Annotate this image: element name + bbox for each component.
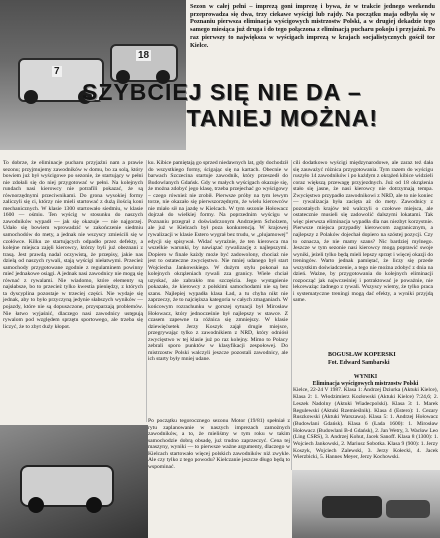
article-column-2-bottom: Po początku tegorocznego sezonu Motor (19/81) spełniał z rytu zaplanowanie w naszych imprezach zamożnych zawodników, a to, że mieliśmy w tym roku w takim samochodzie dobrą obsadę, już trudno zaprzeczyć. Cena tej maszyny, wyniki — to pierwsze ważne argumenty, dlaczego w Kielcach startowało więcej polskich zawodników niż zwykle. Ale czy tylko z tego powodu? Kielczanie jeszcze długo będą to wspominać.: [148, 418, 290, 470]
lead-paragraph: Sezon w całej pełni – imprezą goni imprezę i bywa, że w trakcie jednego weekendu przeprowadza się dwa, trzy ciekawe wyścigi lub rajdy. Na początku maja odbyła się w Poznaniu pierwsza eliminacja wyścigowych mistrzostw Polski, a w drugiej dekadzie tego samego miesiąca już druga i do tego połączona z eliminacją pucharu pokoju i przyjaźni. Po raz pierwszy to największa w wyścigach imprezą w krajach socjalistycznych gościł tor Kielce.: [190, 3, 435, 49]
author-name: BOGUSŁAW KOPERSKI: [328, 352, 396, 358]
column-divider: [146, 160, 147, 422]
results-subtitle: Eliminacja wyścigowych mistrzostw Polski: [312, 380, 419, 387]
car-wheel: [24, 90, 38, 104]
results-body: Kielce, 22-24 V 1987. Klasa 1: Andrzej Dziurka (Aktuki Kielce), Klasa 2: 1. Włodzimierz Kozłowski (Aktuki Kielce) 7:24,6; 2. Leszek Nadolny (Aktuki Wiadecpolski). Klasa 3: 1. Marek Regulewski (Aktuki Rzemieślnik). Klasa 4 (Estero): 1. Cezary Ruszkowski (Aktuki Warszawa). Klasa 5: 1. Andrzej Hołowacz (Budowlani Gdańsk). Klasa 6 (Łada 1600): 1. Mirosław Hołowacz (Budowlani B-d Gdańsk), 2. Jan Wetry, 3. Wacław Leo (Ling CSRS), 3. Andrzej Kohut, Jacek Sanoff. Klasa 8 (1300): 1. Wojciech Jankowski, 2. Mariusz Sobotka. Klasa 9 (900): 1. Jerzy Koszyk, Wojciech Zalewski, 3. Jerzy Kołecki, 4. Jacek Wierzbicki, 5. Hannes Meyer, Jerzy Kochowski.: [293, 387, 438, 461]
car-wheel: [28, 497, 44, 513]
race-car: [386, 500, 430, 518]
car-wheel: [86, 497, 102, 513]
article-signature: [328, 352, 436, 367]
car-number-right: 18: [138, 50, 150, 61]
photo-credit: Fot. Edward Sambarski: [328, 359, 390, 366]
race-photo-bottom-left: [0, 425, 148, 538]
headline-line-2: TANIEJ MOŻNA!: [186, 105, 378, 131]
headline-line-1: SZYBCIEJ SIĘ NIE DA –: [82, 79, 362, 105]
column-divider: [291, 160, 292, 470]
race-car: [322, 496, 382, 518]
article-column-2: ku. Kibice pamiętają go sprzed niedawnych lat, gdy dochodził do wszystkiego formy, ścigając się na kartach. Obecnie w barwach Szczecina startuje zawodnik, który przeszedł do Budowlanych Gdańsk. Gdy w małych wyścigach okazuje się, że można zdobyć jego klasę, trzeba przejechać go wyścigowy – czego również nie zrobił. Pierwsze próby na tym lewym torze, nie okazało się pierwszorzędnym, że wielu kierowców nie miało sił na jazdę w Kielcach. W tym sezonie Hołowacz dojrzał do wielkiej formy. Na poprzednim wyścigu w Poznaniu przegrał z doświadczonym Andrzejem Scholzem, ale już w Kielcach był poza konkurencją. W krajowej rywalizacji w klasie Estero wygrał bez trudu, w „plujamowej” edycji się spisywał. Widać wyraźnie, że ten kierowca ma wszelkie warunki, by nawiązać rywalizację z najlepszymi. Dopiero w finale każdy może być zadowolony, chociaż nie jest to ostateczne zwycięstwo. Nie mniej udanego był start Wojciecha Jankowskiego. W dużym stylu pokonał na kolejnych okrążeniach rywali zza granicy. Wiele chciał uzyskać, ale zabrakło mu szczęścia. Jego wystąpienie pokazało, że kierowcy z polskimi samochodami nie są bez szans. Najlepiej wypadła klasa Ład, a tu chyba nikt nie zaprzeczy, że to najcięższa kategoria w całych zmaganiach. W końcowym rozrachunku w gorszej sytuacji był Mirosław Hołowacz, który jednocześnie był najlepszy w stawce. Z czasem zapewne ta różnica się zmniejszy. W klasie dziewięćsetek Jerzy Koszyk zajął drugie miejsce, przegrywając tylko z zawodnikiem z NRD, który odniósł zwycięstwo w tej klasie już po raz kolejny. Mimo to Polacy zebrali sporo punktów w klasyfikacji zespołowej. Do mistrzostw Polski walczyli jeszcze pozostali zawodnicy, ale ich starty były mniej udane.: [148, 160, 288, 363]
results-title: WYNIKI: [353, 374, 378, 380]
article-column-3: cili dodatkowo wyścigi międzynarodowe, ale zaraz też dała się zauważyć różnica przygotowania. Tym razem do wyścigu ruszyło 14 zawodników i po każdym z okrążeń kibice widzieli coraz większą przewagę przyjezdnych. Już od 18 okrążenia stało się jasne, że nasi kierowcy nie dotrzymają tempa. Zwycięstwo przypadło zawodnikowi z NRD, ale to nie koniec — rywalizacja była zacięta aż do mety. Zawodnicy z pozostałych krajów też walczyli o czołowe miejsca, ale ostatecznie musieli się zadowolić dalszymi lokatami. Tak więc pierwsza eliminacja wypadła dla nas niezbyt korzystnie. Pierwsze miejsca przypadły kierowcom zagranicznym, a najlepszy z Polaków dojechał dopiero na szóstej pozycji. Czy to oznacza, że nie mamy szans? Nic bardziej mylnego. Jeszcze w tym sezonie nasi kierowcy mogą poprawić swoje wyniki, jeżeli tylko będą mieli lepszy sprzęt i więcej okazji do treningów. Warto jednak pamiętać, że liczy się przede wszystkim doświadczenie, a tego nie można zdobyć z dnia na dzień. Ważne, by przygotowania do kolejnych eliminacji rozpocząć jak najwcześniej i potraktować je poważnie, nie lekceważąc żadnego z rywali. Wszyscy wiemy, że tylko praca i systematyczne treningi mogą dać efekty, a wyniki przyjdą same.: [293, 160, 433, 304]
headline: [78, 79, 378, 131]
race-photo-bottom-right: [292, 470, 440, 538]
article-column-1: To dobrze, że eliminacje pucharu przyjaźni nam a prawie sezonu; przyjmujemy zawodników w domu, bo za solą, który bowiem już był wyścigowe po sezonie, że startujący w pełni nie zdołali się do niej przygotować w pełni. Na kolejnych rundach nasi kierowcy nie potrafili pokazać, że są równorzędnymi przeciwnikami. Do grona wysokiej formy zaliczyli się ci, którzy nie mieli startować z dużą ilością koni mechanicznych. W klasie 1300 startowało siedmiu, w klasie 1600 — ośmiu. Ten wyścig w stosunku do naszych zawodników wypadł — jak się okazuje — nie najgorzej. Udało się bowiem wprowadzić w zakończenie siedmiu samochodów do mety, a jednak nie wszyscy zmieścili się w czołówce. Kilku ze startujących odpadło przez defekty, a kolejne miejsca zajęli kierowcy, którzy byli już obeznani z trasą. Jest prawdą nadal oczywistą, że przepisy, jakie nas dzielą od naszych rywali, stają wyścigi niełatwymi. Przecież samochody przygotowane zgodnie z regulaminem powinny mieć jednakowe osiągi. A jednak nasi zawodnicy nie mogą się równać z rywalami. Nie wiadomo, które elementy są najsłabsze, bo to przecież tylko kwestia pieniędzy, z których ta dyscyplina pozostaje w trzeciej części. Nie wydaje się jednak, aby to było przyczyną jedynie słabszych wyników — pojazdy, które nie są dopuszczone, przysparzają problemów. Nie łatwo wyjaśnić, dlaczego nasi zawodnicy ustępują rywalom pod względem sprzętu sportowego, ale trzeba się liczyć, że to zbyt duży kłopot.: [3, 160, 143, 330]
results-box: [293, 374, 438, 477]
car-number-left: 7: [54, 66, 60, 77]
